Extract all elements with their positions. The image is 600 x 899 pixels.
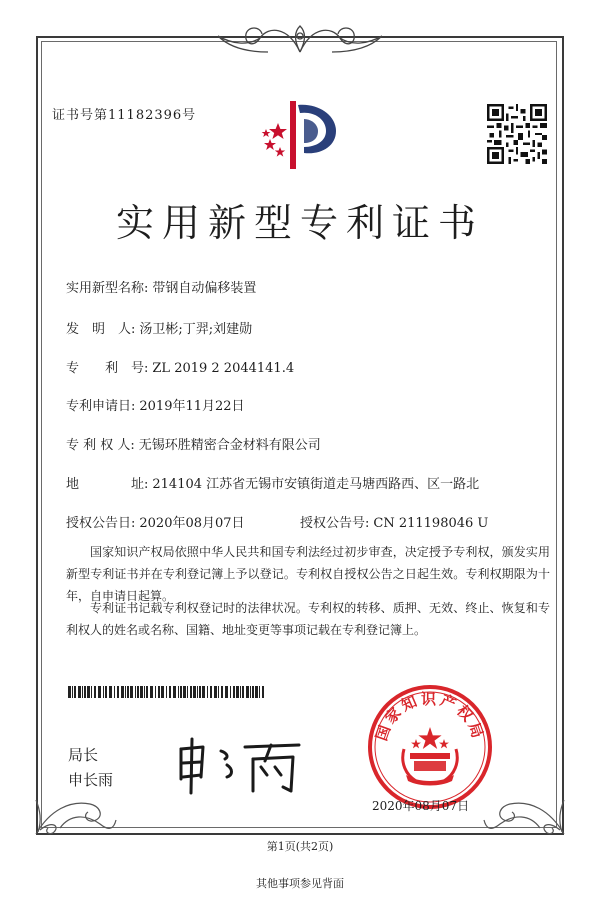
field-value: 214104 江苏省无锡市安镇街道走马塘西路西、区一路北: [152, 477, 480, 492]
field-value: 无锡环胜精密合金材料有限公司: [138, 438, 321, 453]
barcode-bar: [202, 686, 205, 698]
field-inventor: [66, 318, 252, 337]
barcode-bar: [242, 686, 244, 698]
barcode-bar: [137, 686, 139, 698]
seal-text: 国家知识产权局: [372, 689, 488, 744]
barcode-bar: [155, 686, 156, 698]
barcode-bar: [180, 686, 182, 698]
barcode-bar: [130, 686, 133, 698]
barcode-bar: [207, 686, 208, 698]
barcode-bar: [68, 686, 71, 698]
handwritten-signature: [175, 735, 305, 795]
field-value: CN 211198046 U: [373, 516, 489, 531]
field-grant-date: [66, 512, 245, 531]
body-paragraph-1: 国家知识产权局依照中华人民共和国专利法经过初步审查，决定授予专利权，颁发实用新型专利证书并在专利登记簿上予以登记。专利权自授权公告之日起生效。专利权期限为十年，自申请日起算。: [66, 545, 550, 603]
field-label: 专利申请日:: [66, 399, 136, 414]
field-label: 授权公告号:: [300, 516, 370, 531]
top-ornament: [208, 22, 392, 56]
signature-name: 申长雨: [68, 771, 114, 789]
barcode-bar: [210, 686, 212, 698]
barcode-bar: [187, 686, 188, 698]
barcode-bar: [233, 686, 235, 698]
barcode-bar: [72, 686, 73, 698]
field-value: 带钢自动偏移装置: [152, 281, 257, 296]
body-paragraph-2: 专利证书记载专利权登记时的法律状况。专利权的转移、质押、无效、终止、恢复和专利权人的姓名或名称、国籍、地址变更等事项记载在专利登记簿上。: [66, 601, 550, 637]
barcode-bar: [121, 686, 124, 698]
barcode: [68, 686, 268, 698]
barcode-bar: [240, 686, 241, 698]
barcode-bar: [146, 686, 148, 698]
field-label: 实用新型名称:: [66, 281, 149, 296]
barcode-bar: [161, 686, 164, 698]
barcode-bar: [169, 686, 171, 698]
seal-date: 2020年08月07日: [372, 799, 470, 813]
barcode-bar: [197, 686, 198, 698]
barcode-bar: [103, 686, 104, 698]
barcode-bar: [114, 686, 115, 698]
barcode-bar: [144, 686, 145, 698]
barcode-bar: [91, 686, 92, 698]
field-label: 专 利 权 人:: [66, 438, 135, 453]
barcode-bar: [84, 686, 86, 698]
field-label: 地 址:: [66, 477, 149, 492]
certificate-number: 证书号第11182396号: [52, 108, 197, 123]
barcode-bar: [87, 686, 90, 698]
barcode-bar: [250, 686, 251, 698]
barcode-bar: [135, 686, 136, 698]
field-grant-number: [300, 512, 488, 531]
barcode-bar: [193, 686, 196, 698]
field-address: [66, 473, 479, 492]
barcode-bar: [190, 686, 192, 698]
field-value: 汤卫彬;丁羿;刘建勋: [139, 322, 253, 337]
barcode-bar: [78, 686, 81, 698]
barcode-bar: [246, 686, 249, 698]
barcode-bar: [214, 686, 217, 698]
barcode-bar: [117, 686, 119, 698]
qr-code: [487, 104, 547, 164]
field-value: 2020年08月07日: [139, 516, 245, 531]
barcode-bar: [178, 686, 179, 698]
barcode-bar: [127, 686, 129, 698]
field-label: 发 明 人:: [66, 322, 136, 337]
barcode-bar: [105, 686, 107, 698]
barcode-bar: [262, 686, 264, 698]
barcode-bar: [125, 686, 126, 698]
back-side-note: 其他事项参见背面: [256, 877, 344, 890]
barcode-bar: [230, 686, 231, 698]
page-number: 第1页(共2页): [266, 840, 334, 853]
field-value: ZL 2019 2 2044141.4: [152, 361, 295, 376]
barcode-bar: [98, 686, 101, 698]
barcode-bar: [82, 686, 83, 698]
field-label: 专 利 号:: [66, 361, 149, 376]
barcode-bar: [173, 686, 176, 698]
barcode-bar: [225, 686, 228, 698]
barcode-bar: [158, 686, 160, 698]
field-patent-number: [66, 357, 294, 376]
barcode-bar: [218, 686, 219, 698]
barcode-bar: [252, 686, 254, 698]
field-patentee: [66, 434, 321, 453]
barcode-bar: [255, 686, 258, 698]
field-utility-model-name: [66, 277, 256, 296]
barcode-bar: [74, 686, 76, 698]
certificate-title: 实用新型专利证书: [115, 201, 484, 245]
official-seal: [366, 683, 494, 811]
barcode-bar: [183, 686, 186, 698]
barcode-bar: [199, 686, 201, 698]
field-label: 授权公告日:: [66, 516, 136, 531]
barcode-bar: [150, 686, 153, 698]
barcode-bar: [166, 686, 167, 698]
field-filing-date: [66, 395, 245, 414]
barcode-bar: [94, 686, 96, 698]
barcode-bar: [221, 686, 223, 698]
barcode-bar: [236, 686, 239, 698]
barcode-bar: [259, 686, 260, 698]
field-value: 2019年11月22日: [139, 399, 245, 414]
cnipa-logo-icon: [260, 95, 342, 173]
signature-title: 局长: [68, 746, 99, 764]
barcode-bar: [109, 686, 112, 698]
barcode-bar: [140, 686, 143, 698]
